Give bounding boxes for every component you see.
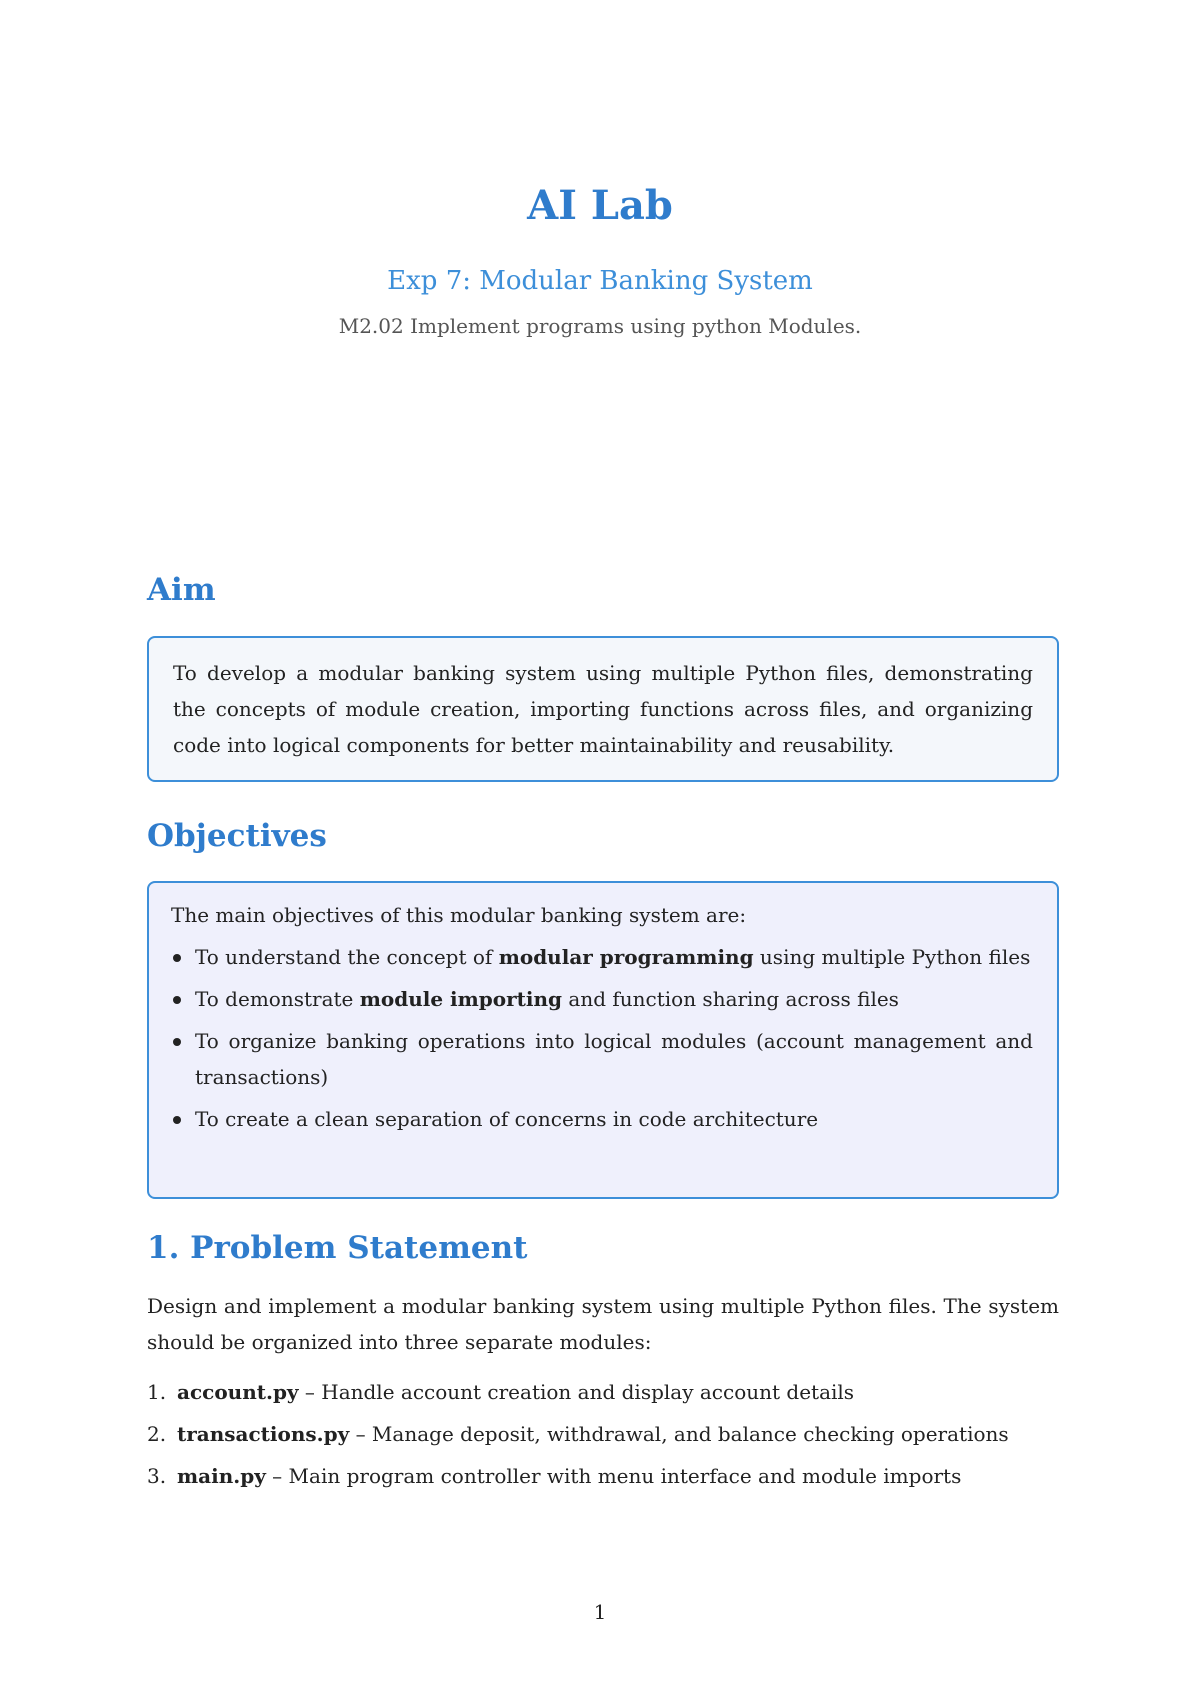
bullet-icon [173,1116,181,1124]
module-item: 3. main.py – Main program controller with menu interface and module imports [147,1464,962,1488]
module-name: main.py [177,1464,266,1488]
objectives-box [147,881,1059,1199]
objective-item: To demonstrate module importing and function sharing across files [171,981,1033,1017]
module-item: 1. account.py – Handle account creation and display account details [147,1380,855,1404]
objective-item: To understand the concept of modular programming using multiple Python files [171,939,1033,975]
course-outcome: M2.02 Implement programs using python Modules. [338,314,862,338]
page-number: 1 [593,1600,607,1624]
problem-statement-text: Design and implement a modular banking system using multiple Python files. The system should be organized into three separate modules: [147,1294,1059,1354]
objectives-heading: Objectives [147,818,327,854]
problem-statement-heading: 1. Problem Statement [147,1230,528,1266]
aim-box [147,636,1059,782]
module-name: transactions.py [177,1422,350,1446]
module-description: – Manage deposit, withdrawal, and balance checking operations [349,1422,1009,1446]
bullet-icon [173,1038,181,1046]
document-title: AI Lab [527,182,673,229]
objective-item: To create a clean separation of concerns in code architecture [171,1101,1033,1137]
objectives-intro: The main objectives of this modular banking system are: [171,903,747,927]
document-subtitle: Exp 7: Modular Banking System [387,266,813,296]
aim-text: To develop a modular banking system using multiple Python files, demonstrating the concepts of module creation, importing functions across files, and organizing code into logical components for better maintainability and reusability. [173,661,1033,757]
module-name: account.py [177,1380,299,1404]
module-item: 2. transactions.py – Manage deposit, withdrawal, and balance checking operations [147,1422,1009,1446]
aim-heading: Aim [147,572,216,608]
module-description: – Main program controller with menu interface and module imports [265,1464,962,1488]
bullet-icon [173,954,181,962]
objective-item: To organize banking operations into logical modules (account management and transactions) [171,1023,1033,1095]
bullet-icon [173,996,181,1004]
objectives-list [171,939,1033,1137]
module-description: – Handle account creation and display account details [298,1380,855,1404]
modules-list [147,1374,1059,1500]
